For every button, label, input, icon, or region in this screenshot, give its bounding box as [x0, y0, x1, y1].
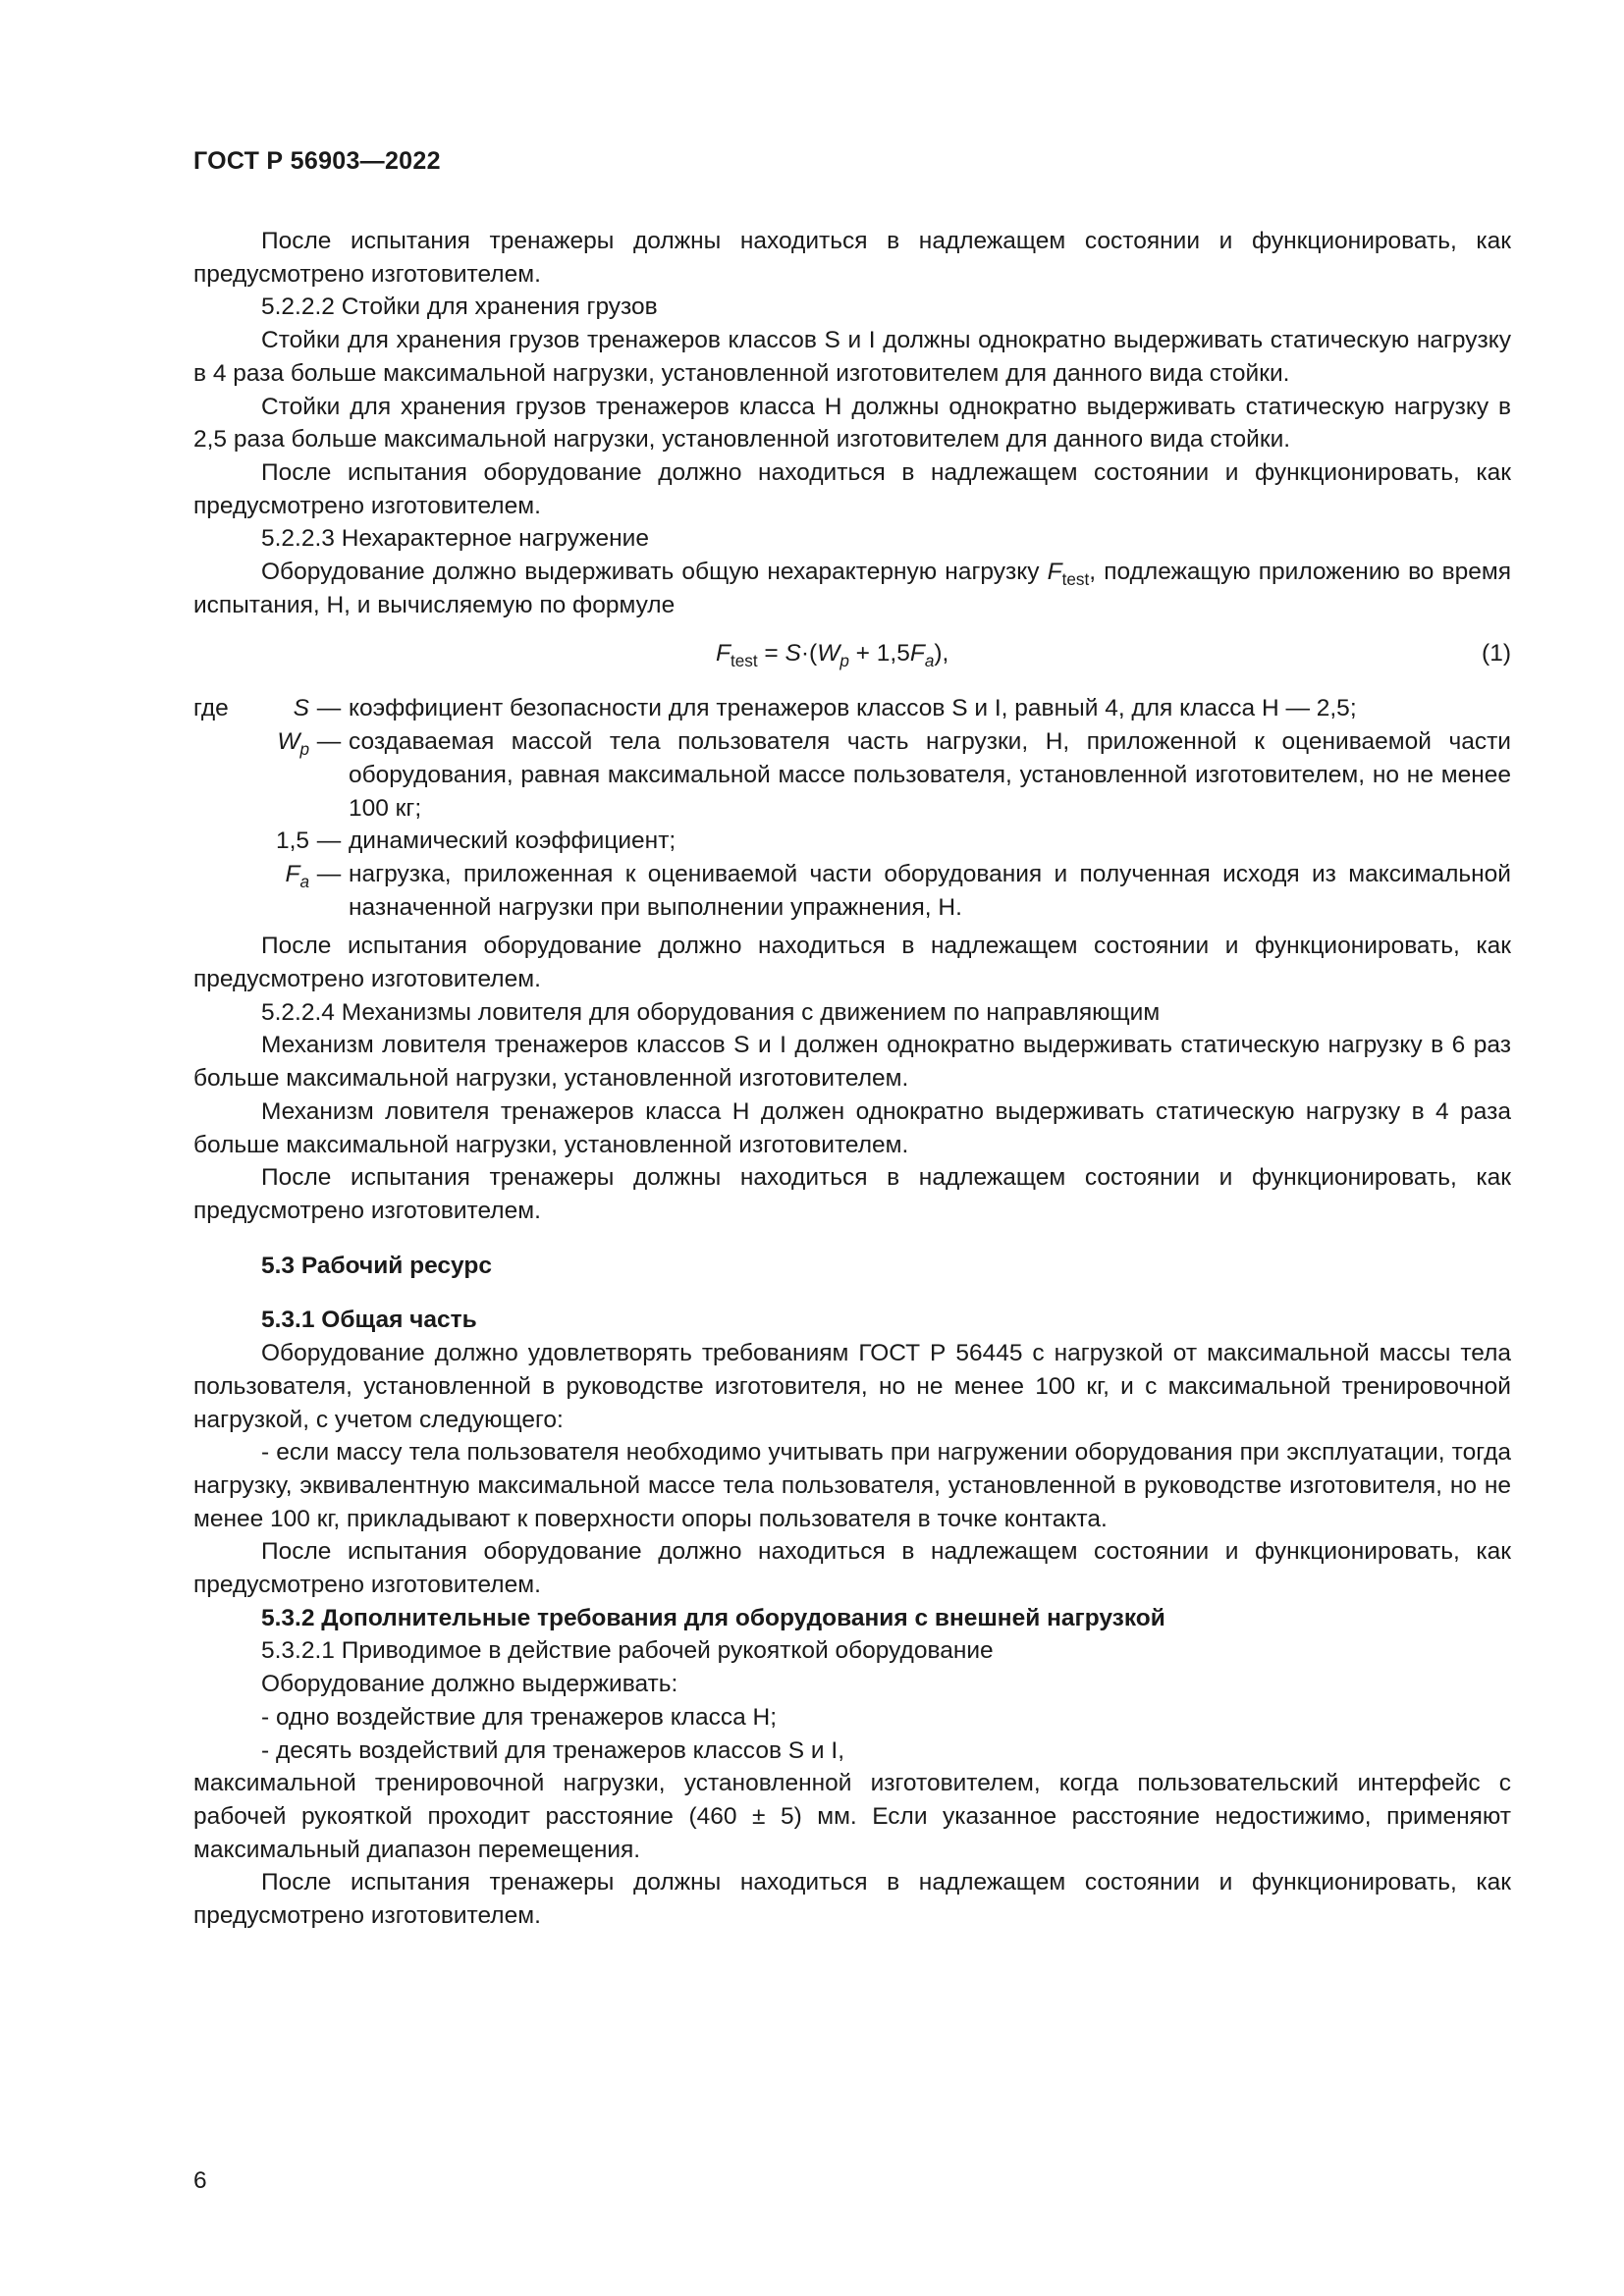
- section-title-531: 5.3.1 Общая часть: [261, 1307, 477, 1334]
- variable-symbol: W: [277, 728, 300, 756]
- formula-variable-list: [193, 692, 1511, 924]
- paragraph-formula-intro: Оборудование должно выдерживать общую нехарактерную нагрузку $F_{test}$, подлежащую приложению во время испытания, Н, и вычисляемую по формуле: [193, 559, 1511, 618]
- formula-1: $F_{test} = S\cdot(W_p + 1,5F_a)$,: [716, 640, 949, 671]
- list-item: - десять воздействий для тренажеров классов S и I,: [261, 1736, 845, 1764]
- page-number: 6: [193, 2167, 207, 2194]
- document-body: [193, 225, 1511, 1933]
- variable-dash: —: [316, 695, 342, 722]
- document-code-header: ГОСТ Р 56903—2022: [193, 147, 441, 175]
- paragraph: После испытания тренажеры должны находиться в надлежащем состоянии и функционировать, как предусмотрено изготовителем.: [193, 228, 1511, 288]
- variable-symbol: S: [293, 695, 309, 722]
- where-word: где: [193, 695, 229, 722]
- paragraph: Механизм ловителя тренажеров класса H должен однократно выдерживать статическую нагрузку в 4 раза больше максимальной нагрузки, установленной изготовителем.: [193, 1097, 1511, 1158]
- formula-number: (1): [1482, 640, 1511, 667]
- paragraph: После испытания тренажеры должны находиться в надлежащем состоянии и функционировать, как предусмотрено изготовителем.: [193, 1869, 1511, 1930]
- paragraph: После испытания оборудование должно находиться в надлежащем состоянии и функционировать, как предусмотрено изготовителем.: [193, 458, 1511, 519]
- variable-dash: —: [316, 728, 342, 756]
- clause-title-5321: 5.3.2.1 Приводимое в действие рабочей рукояткой оборудование: [261, 1637, 994, 1665]
- paragraph: После испытания оборудование должно находиться в надлежащем состоянии и функционировать, как предусмотрено изготовителем.: [193, 1538, 1511, 1599]
- variable-row: $F_a$ — нагрузка, приложенная к оцениваемой части оборудования и полученная исходя из максимальной назначенной нагрузки при выполнении упражнения, Н.: [193, 858, 1511, 924]
- variable-symbol: F: [285, 860, 300, 887]
- formula-line: [193, 627, 1511, 688]
- variable-dash: —: [316, 860, 342, 887]
- paragraph: Оборудование должно выдерживать:: [261, 1671, 678, 1698]
- variable-description: нагрузка, приложенная к оцениваемой части оборудования и полученная исходя из максимальной назначенной нагрузки при выполнении упражнения, Н.: [349, 860, 1511, 921]
- variable-symbol: 1,5: [275, 828, 309, 855]
- list-item: - одно воздействие для тренажеров класса H;: [261, 1703, 778, 1731]
- paragraph: Стойки для хранения грузов тренажеров класса H должны однократно выдерживать статическую нагрузку в 2,5 раза больше максимальной нагрузки, установленной изготовителем для данного вида стойки.: [193, 393, 1511, 454]
- variable-description: создаваемая массой тела пользователя часть нагрузки, Н, приложенной к оцениваемой части оборудования, равная максимальной массе пользователя, установленной изготовителем, но не менее 100 кг;: [349, 728, 1511, 822]
- variable-row: [193, 825, 1511, 858]
- clause-title-5224: 5.2.2.4 Механизмы ловителя для оборудования с движением по направляющим: [261, 998, 1161, 1026]
- paragraph: максимальной тренировочной нагрузки, установленной изготовителем, когда пользовательский интерфейс с рабочей рукояткой проходит расстояние (460 ± 5) мм. Если указанное расстояние недостижимо, применяют максимальный диапазон перемещения.: [193, 1770, 1511, 1863]
- clause-title-5223: 5.2.2.3 Нехарактерное нагружение: [261, 525, 649, 553]
- paragraph: - если массу тела пользователя необходимо учитывать при нагружении оборудования при эксплуатации, тогда нагрузку, эквивалентную максимальной массе тела пользователя, установленной в руководстве изготовителя, но не менее 100 кг, прикладывают к поверхности опоры пользователя в точке контакта.: [193, 1439, 1511, 1532]
- paragraph: После испытания тренажеры должны находиться в надлежащем состоянии и функционировать, как предусмотрено изготовителем.: [193, 1164, 1511, 1224]
- variable-description: динамический коэффициент;: [349, 828, 677, 855]
- section-title-53: 5.3 Рабочий ресурс: [261, 1252, 492, 1279]
- section-title-532: 5.3.2 Дополнительные требования для оборудования с внешней нагрузкой: [261, 1604, 1165, 1631]
- variable-description: коэффициент безопасности для тренажеров классов S и I, равный 4, для класса H — 2,5;: [349, 695, 1357, 722]
- paragraph: Механизм ловителя тренажеров классов S и I должен однократно выдерживать статическую нагрузку в 6 раз больше максимальной нагрузки, установленной изготовителем.: [193, 1032, 1511, 1093]
- variable-row: $W_p$ — создаваемая массой тела пользователя часть нагрузки, Н, приложенной к оцениваемой части оборудования, равная максимальной массе пользователя, установленной изготовителем, но не менее 100 кг;: [193, 725, 1511, 825]
- variable-dash: —: [316, 828, 342, 855]
- paragraph: Оборудование должно удовлетворять требованиям ГОСТ Р 56445 с нагрузкой от максимальной массы тела пользователя, установленной в руководстве изготовителя, но не менее 100 кг, и с максимальной тренировочной нагрузкой, с учетом следующего:: [193, 1340, 1511, 1433]
- clause-title-5222-2: 5.2.2.2 Стойки для хранения грузов: [261, 294, 658, 321]
- variable-row: [193, 692, 1511, 725]
- paragraph: После испытания оборудование должно находиться в надлежащем состоянии и функционировать, как предусмотрено изготовителем.: [193, 933, 1511, 993]
- paragraph: Стойки для хранения грузов тренажеров классов S и I должны однократно выдерживать статическую нагрузку в 4 раза больше максимальной нагрузки, установленной изготовителем для данного вида стойки.: [193, 327, 1511, 387]
